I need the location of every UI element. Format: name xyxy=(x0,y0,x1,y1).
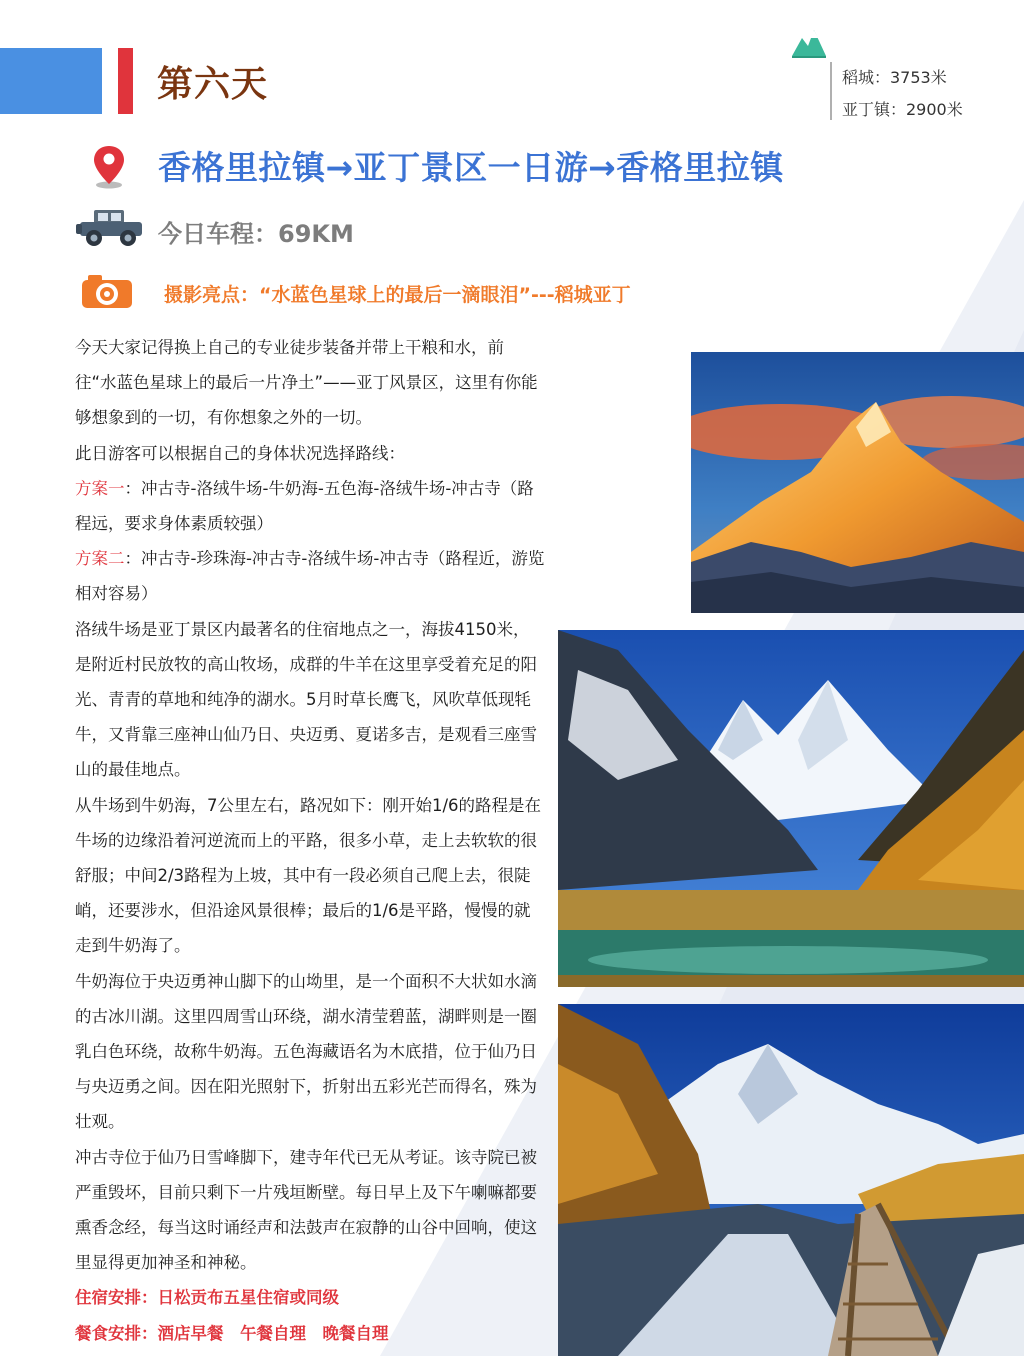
photo-snow-peaks-lake xyxy=(558,630,1024,987)
plan-two-label: 方案二 xyxy=(75,549,125,569)
route-choice-paragraph: 此日游客可以根据自己的身体状况选择路线： xyxy=(75,443,405,463)
altitude-yading: 亚丁镇：2900米 xyxy=(842,100,963,119)
mountain-logo-icon xyxy=(792,26,826,60)
daily-distance: 今日车程：69KM xyxy=(158,220,354,248)
altitude-info xyxy=(842,62,963,126)
photo-golden-peak xyxy=(691,352,1024,613)
plan-one-label: 方案一 xyxy=(75,478,125,498)
camera-icon xyxy=(80,272,134,310)
photo-highlight: 摄影亮点：“水蓝色星球上的最后一滴眼泪”---稻城亚丁 xyxy=(164,284,631,306)
plan-two-text: ：冲古寺-珍珠海-冲古寺-洛绒牛场-冲古寺（路程近，游览相对容易） xyxy=(75,549,545,604)
jeep-icon xyxy=(76,206,146,248)
day-title: 第六天 xyxy=(157,64,269,105)
photo-boardwalk-mountain xyxy=(558,1004,1024,1356)
plan-one xyxy=(75,471,545,541)
lodging-info: 住宿安排：日松贡布五星住宿或同级 xyxy=(75,1288,339,1308)
luorong-paragraph: 洛绒牛场是亚丁景区内最著名的住宿地点之一，海拔4150米，是附近村民放牧的高山牧场，成群的牛羊在这里享受着充足的阳光、青青的草地和纯净的湖水。5月时草长鹰飞，风吹草低现牦牛，又背靠三座神山仙乃日、央迈勇、夏诺多吉，是观看三座雪山的最佳地点。 xyxy=(75,619,537,780)
route-title: 香格里拉镇→亚丁景区一日游→香格里拉镇 xyxy=(158,148,784,187)
location-pin-icon xyxy=(92,144,126,190)
meals-info: 餐食安排：酒店早餐 午餐自理 晚餐自理 xyxy=(75,1323,389,1343)
header-blue-bar xyxy=(0,48,102,114)
route-detail-paragraph: 从牛场到牛奶海，7公里左右，路况如下：刚开始1/6的路程是在牛场的边缘沿着河逆流而上的平路，很多小草，走上去软软的很舒服；中间2/3路程为上坡，其中有一段必须自己爬上去，很陡峭，还要涉水，但沿途风景很棒；最后的1/6是平路，慢慢的就走到牛奶海了。 xyxy=(75,795,542,956)
altitude-divider xyxy=(830,62,832,120)
plan-two xyxy=(75,541,545,611)
chonggu-paragraph: 冲古寺位于仙乃日雪峰脚下，建寺年代已无从考证。该寺院已被严重毁坏，目前只剩下一片残垣断壁。每日早上及下午喇嘛都要熏香念经，每当这时诵经声和法鼓声在寂静的山谷中回响，使这里显得更加神圣和神秘。 xyxy=(75,1147,537,1273)
itinerary-text xyxy=(75,330,545,1351)
plan-one-text: ：冲古寺-洛绒牛场-牛奶海-五色海-洛绒牛场-冲古寺（路程远，要求身体素质较强） xyxy=(75,478,534,534)
intro-paragraph: 今天大家记得换上自己的专业徒步装备并带上干粮和水，前往“水蓝色星球上的最后一片净土”——亚丁风景区，这里有你能够想象到的一切，有你想象之外的一切。 xyxy=(75,338,538,428)
header-red-bar xyxy=(118,48,133,114)
altitude-daocheng: 稻城：3753米 xyxy=(842,68,947,87)
milk-lake-paragraph: 牛奶海位于央迈勇神山脚下的山坳里，是一个面积不大状如水滴的古冰川湖。这里四周雪山环绕，湖水清莹碧蓝，湖畔则是一圈乳白色环绕，故称牛奶海。五色海藏语名为木底措，位于仙乃日与央迈勇之间。因在阳光照射下，折射出五彩光芒而得名，殊为壮观。 xyxy=(75,971,537,1132)
